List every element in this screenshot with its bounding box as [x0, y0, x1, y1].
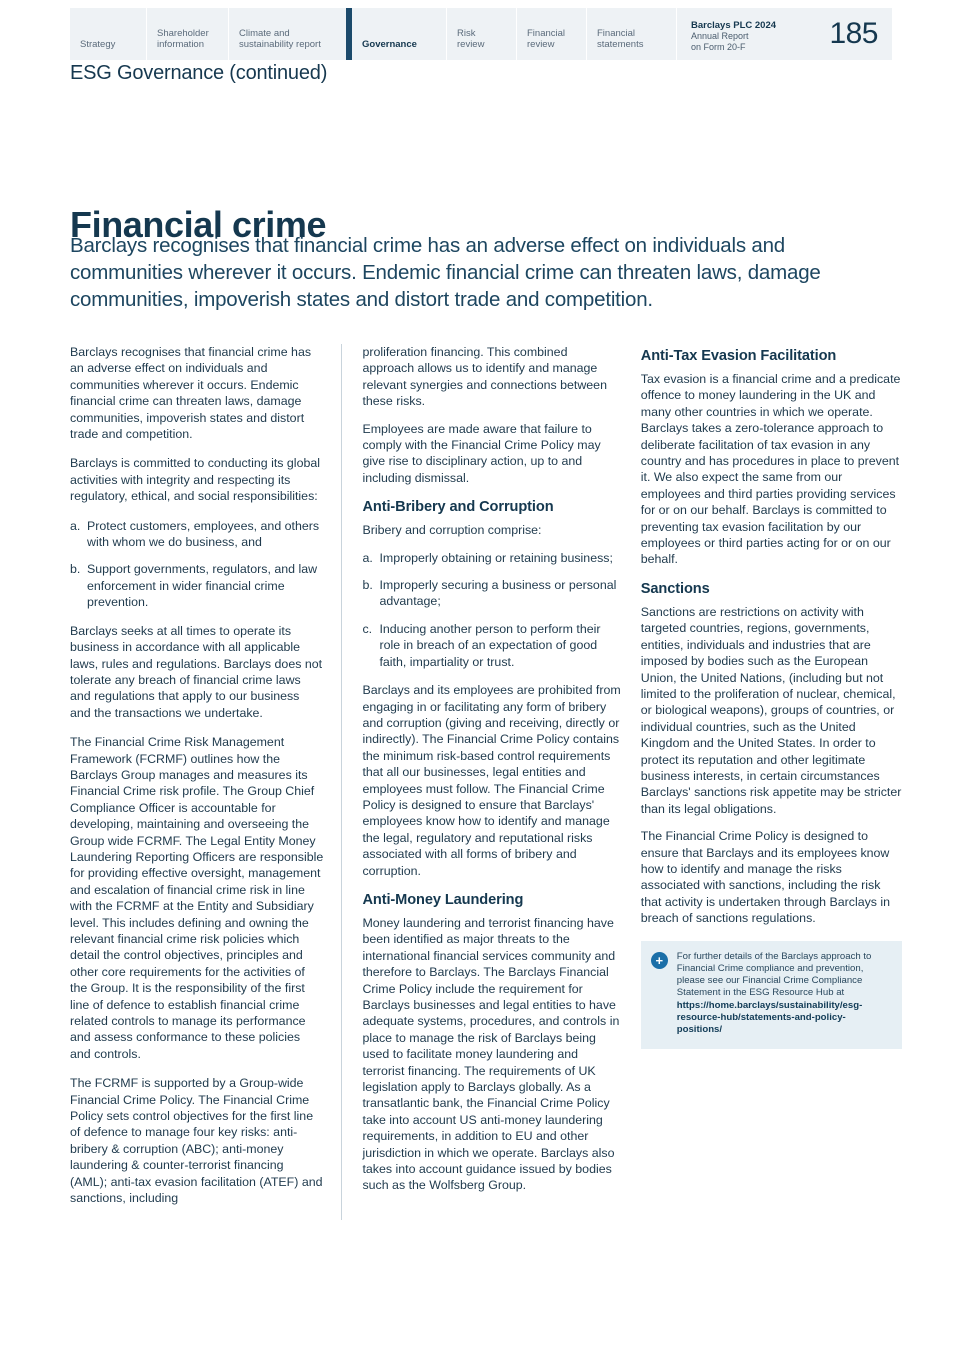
- tab-shareholder-information-line2: information: [157, 39, 204, 50]
- callout-text: [677, 951, 890, 1037]
- document-identification: [676, 8, 892, 60]
- document-subtitle-1: Annual Report: [691, 30, 749, 41]
- column-3: [641, 344, 902, 1220]
- standfirst: Barclays recognises that financial crime has an adverse effect on individuals and communities wherever it occurs. Endemic financial crime can threaten laws, damage communities, impoverish states and distort trade and competition.: [70, 234, 821, 311]
- heading-anti-bribery-and-corruption: Anti-Bribery and Corruption: [362, 499, 554, 516]
- tab-financial-statements-line1: Financial: [597, 28, 636, 39]
- tab-risk-review-line1: Risk: [457, 28, 476, 39]
- tab-climate-line2: sustainability report: [239, 39, 321, 50]
- column-2: [362, 344, 620, 1220]
- page-title: Financial crime: [70, 204, 327, 246]
- list-item-text: Inducing another person to perform their role in breach of an expectation of good faith, impartiality or trust.: [379, 621, 601, 669]
- col3-paragraph-3: The Financial Crime Policy is designed to ensure that Barclays and its employees know how to identify and manage the risks associated with sanctions, including the risk that activity is undertaken through Barclays in breach of sanctions regulations.: [640, 829, 891, 926]
- tab-risk-review-line2: review: [457, 39, 485, 50]
- list-marker: b.: [362, 578, 373, 593]
- tab-climate-sustainability-report[interactable]: [228, 8, 346, 60]
- col1-paragraph-1: Barclays recognises that financial crime has an adverse effect on individuals and communities wherever it occurs. Endemic financial crime can threaten laws, damage communities, impoverish states and distort trade and competition.: [70, 345, 312, 442]
- heading-anti-tax-evasion-facilitation: Anti-Tax Evasion Facilitation: [640, 348, 837, 364]
- col2-paragraph-2: Employees are made aware that failure to comply with the Financial Crime Policy may give rise to disciplinary action, up to and including dismissal.: [362, 421, 601, 485]
- col1-paragraph-4: The Financial Crime Risk Management Framework (FCRMF) outlines how the Barclays Group manages and measures its Financial Crime risk profile. The Group Chief Compliance Officer is accountable for developing, maintaining and overseeing the Group wide FCRMF. The Legal Entity Money Laundering Reporting Officers are responsible for providing effective oversight, management and escalation of financial crime risk in line with the FCRMF at the Entity and Subsidiary level. This includes defining and owning the relevant financial crime risk policies which detail the control objectives, principles and other core requirements for the activities of the Group. It is the responsibility of the first line of defence to establish financial crime related controls to manage its performance and assess conformance to these policies and controls.: [70, 735, 324, 1061]
- list-item-text: Support governments, regulators, and law enforcement in wider financial crime prevention.: [87, 562, 318, 610]
- document-title: Barclays PLC 2024: [691, 19, 777, 31]
- list-marker: a.: [70, 518, 81, 533]
- tab-climate-line1: Climate and: [239, 28, 290, 39]
- tab-strategy-label: Strategy: [80, 39, 116, 50]
- tab-risk-review[interactable]: [446, 8, 516, 60]
- col1-list: [70, 518, 323, 611]
- tab-financial-statements-line2: statements: [597, 39, 644, 50]
- page-number: 185: [829, 17, 878, 50]
- tab-financial-review[interactable]: [516, 8, 586, 60]
- document-subtitle-2: on Form 20-F: [691, 41, 746, 52]
- document-meta: [691, 16, 776, 53]
- list-item-text: Improperly securing a business or personal advantage;: [379, 578, 617, 609]
- col3-paragraph-1: Tax evasion is a financial crime and a predicate offence to money laundering in the UK and many other countries in which we operate. Barclays takes a zero-tolerance approach to deliberate facilitation of tax evasion in any country and has procedures in place to prevent it. We also expect the same from our employees and third parties providing services for or on our behalf. Barclays is committed to preventing tax evasion facilitation by our employees or third parties acting for or on our behalf.: [640, 372, 901, 567]
- tab-shareholder-information-line1: Shareholder: [157, 28, 209, 39]
- col2-paragraph-5: Money laundering and terrorist financing have been identified as major threats to the international financial services community and therefore to Barclays. The Barclays Financial Crime Policy include the requirement for Barclays businesses and legal entities to have adequate systems, procedures, and controls in place to manage the risk of Barclays being used to facilitate money laundering and terrorist financing. The requirements of UK legislation apply to Barclays globally. As a transatlantic bank, the Financial Crime Policy take into account US anti-money laundering requirements, in addition to EU and other jurisdiction in which we operate. Barclays also takes into account guidance issued by bodies such as the Wolfsberg Group.: [362, 915, 620, 1193]
- list-item: [362, 550, 620, 566]
- callout-link[interactable]: https://home.barclays/sustainability/esg-resource-hub/statements-and-policy-positions/: [676, 999, 863, 1036]
- col2-list: [362, 550, 620, 670]
- column-1: [70, 344, 342, 1220]
- tab-financial-review-line1: Financial: [527, 28, 566, 39]
- running-head: ESG Governance (continued): [70, 62, 328, 84]
- heading-sanctions: Sanctions: [640, 580, 710, 597]
- col1-paragraph-3: Barclays seeks at all times to operate its business in accordance with all applicable laws, rules and regulations. Barclays does not tolerate any breach of financial crime laws and regulations that apply to our business and the transactions we undertake.: [70, 623, 323, 720]
- heading-anti-money-laundering: Anti-Money Laundering: [362, 891, 524, 908]
- list-item: [362, 621, 620, 670]
- col2-paragraph-3: Bribery and corruption comprise:: [362, 523, 542, 538]
- list-marker: a.: [362, 550, 373, 565]
- tab-strategy[interactable]: [70, 8, 146, 60]
- tab-governance[interactable]: [346, 8, 446, 60]
- tab-financial-statements[interactable]: [586, 8, 676, 60]
- col2-paragraph-4: Barclays and its employees are prohibited from engaging in or facilitating any form of bribery and corruption (giving and receiving, directly or indirectly). The Financial Crime Policy contains the minimum risk-based control requirements that all our businesses, legal entities and employees must follow. The Financial Crime Policy is designed to ensure that Barclays' employees know how to identify and manage the legal, regulatory and reputational risks associated with all forms of bribery and corruption.: [362, 683, 621, 878]
- callout-body: For further details of the Barclays approach to Financial Crime compliance and prevention, please see our Financial Crime Compliance Statement in the ESG Resource Hub at: [676, 950, 872, 999]
- col1-paragraph-5: The FCRMF is supported by a Group-wide Financial Crime Policy. The Financial Crime Policy sets control objectives for the first line of defence to manage four key risks: anti-bribery & corruption (ABC); anti-money laundering & counter-terrorist financing (AML); anti-tax evasion facilitation (ATEF) and sanctions, including: [70, 1076, 323, 1206]
- list-marker: b.: [70, 562, 81, 577]
- col3-paragraph-2: Sanctions are restrictions on activity with targeted countries, regions, governments, entities, individuals and industries that are imposed by bodies such as the European Union, the United Nations, (including but not limited to the proliferation of nuclear, chemical, or biological weapons), groups of countries, or individual countries, such as the United Kingdom and the United States. In order to protect its reputation and other legitimate business interests, in certain circumstances Barclays' sanctions risk appetite may be stricter than its legal obligations.: [640, 604, 902, 816]
- list-item-text: Protect customers, employees, and others with whom we do business, and: [87, 518, 320, 550]
- tab-shareholder-information[interactable]: [146, 8, 228, 60]
- list-item: [362, 577, 620, 610]
- list-marker: c.: [362, 621, 373, 636]
- col2-paragraph-1: proliferation financing. This combined approach allows us to identify and manage relevant synergies and connections between these risks.: [362, 345, 607, 409]
- further-details-callout: [641, 941, 902, 1049]
- tab-governance-label: Governance: [362, 39, 417, 50]
- col1-paragraph-2: Barclays is committed to conducting its global activities with integrity and respecting its regulatory, ethical, and social responsibilities:: [70, 456, 320, 504]
- tab-financial-review-line2: review: [527, 39, 555, 50]
- body-columns: [70, 344, 902, 1220]
- list-item-text: Improperly obtaining or retaining business;: [379, 550, 613, 565]
- plus-icon: +: [651, 952, 668, 969]
- list-item: [70, 518, 323, 551]
- section-navigation: [70, 8, 892, 60]
- list-item: [70, 561, 323, 610]
